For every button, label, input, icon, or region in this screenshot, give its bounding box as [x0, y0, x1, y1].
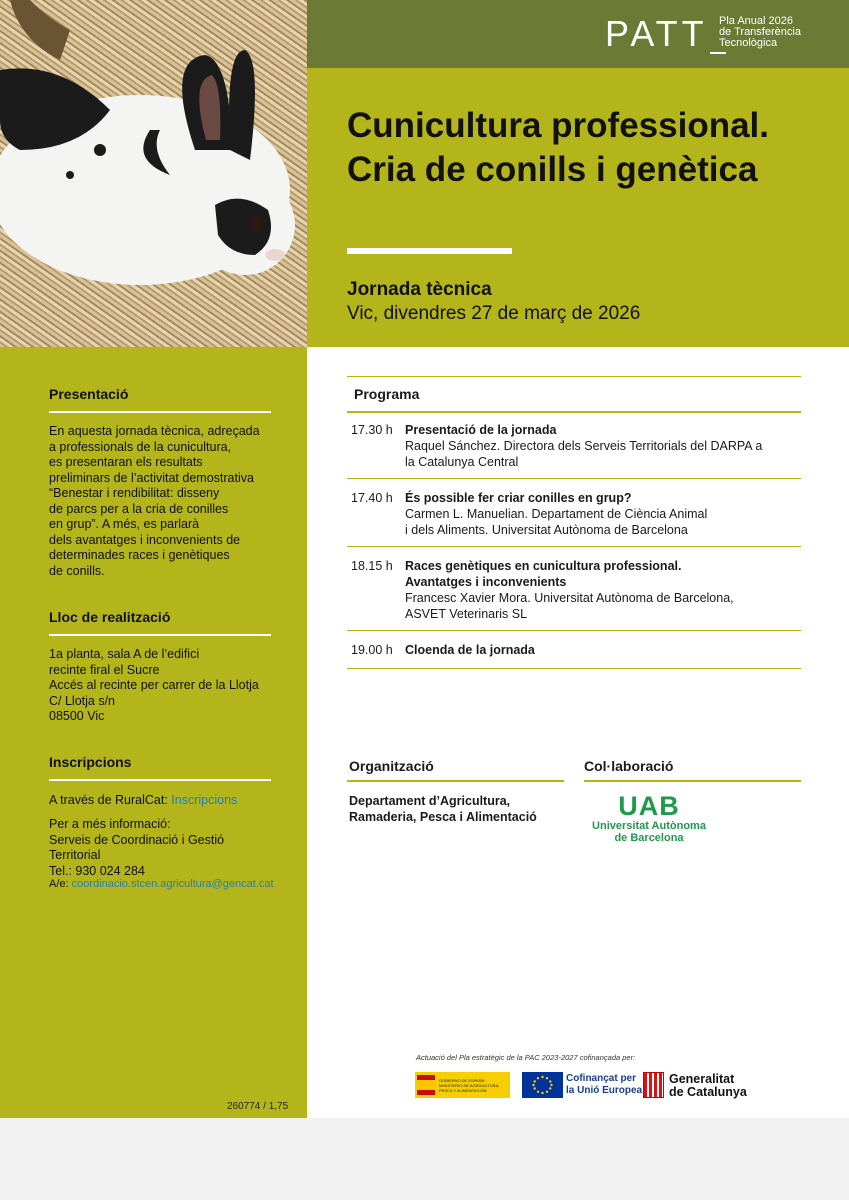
event-date: Vic, divendres 27 de març de 2026: [347, 303, 641, 324]
patt-logo: PATT: [605, 14, 726, 54]
programa-time: 17.30 h: [351, 423, 393, 437]
poster: PATT Pla Anual 2026 de Transferència Tecnològica Cunicultura professional. Cria de conills i genètica Jornada tècnica Vic, divendres 27 de març de 2026 Presentació En aquesta jornada tècnica, adreçada a professionals de la cunicultura, es presentaran els resultats preliminars de l’activitat demostrativa “Benestar i rendibilitat: disseny de parcs per a la cria de conilles en grup”. A més, es parlarà dels avantatges i inconvenients de determinades races i genètiques de conills. Lloc de realització 1a planta, sala A de l’edifici recinte firal el Sucre Accés al recinte per carrer de la Llotja C/ Llotja s/n 08500 Vic Inscripcions A través de RuralCat: Inscripcions Per a més informació: Serveis de Coordinació i Gestió Territorial Tel.: 930 024 284 A/e: coordinacio.stcen.agricultura@gencat.cat 260774 / 1,75 Programa 17.30 h Presentació de la jornada Raquel Sánchez. Directora dels Serveis Territorials del DARPA a la Catalunya Central 17.40 h És possible fer criar conilles en grup? Carmen L. Manuelian. Departament de Ciència Animal i dels Aliments. Universitat Autònoma de Barcelona 18.15 h Races genètiques en cunicultura professional. Avantatges i inconvenients Francesc Xavier Mora. Universitat Autònoma de Barcelona, ASVET Veterinaris SL 19.00 h Cloenda de la jornada Organització Departament d’Agricultura, Ramaderia, Pesca i Alimentació Col·laboració UAB Universitat Autònoma de Barcelona Actuació del Pla estratègic de la PAC 2023-2027 cofinançada per: GOBIERNO DE ESPAÑA · MINISTERIO DE AGRICULTURA, PESCA Y ALIMENTACIÓN Cofinançat per la Unió Europea Generalitat de Catalunya: [0, 0, 849, 1118]
inscripcions-line: A través de RuralCat: Inscripcions: [49, 793, 238, 807]
programa-title: Races genètiques en cunicultura professional.: [405, 559, 682, 573]
programa-divider: [347, 376, 801, 377]
programa-divider: [347, 668, 801, 669]
inscripcions-heading: Inscripcions: [49, 754, 132, 770]
eu-flag-icon: [522, 1072, 563, 1098]
email-link[interactable]: coordinacio.stcen.agricultura@gencat.cat: [71, 878, 274, 890]
programa-divider: [347, 411, 801, 413]
organitzacio-text: Departament d’Agricultura, Ramaderia, Pesca i Alimentació: [349, 794, 537, 824]
programa-heading: Programa: [354, 386, 420, 402]
presentacio-heading: Presentació: [49, 386, 129, 402]
organitzacio-heading: Organització: [349, 758, 434, 774]
title-divider: [347, 248, 512, 254]
programa-title: Presentació de la jornada: [405, 423, 557, 437]
organitzacio-divider: [347, 780, 564, 782]
sidebar-divider: [49, 779, 271, 781]
lloc-text: 1a planta, sala A de l’edifici recinte firal el Sucre Accés al recinte per carrer de la Llotja C/ Llotja s/n 08500 Vic: [49, 647, 259, 723]
funding-note: Actuació del Pla estratègic de la PAC 2023-2027 cofinançada per:: [416, 1053, 636, 1062]
programa-time: 19.00 h: [351, 643, 393, 657]
generalitat-icon: [643, 1072, 664, 1098]
info-text: Per a més informació: Serveis de Coordinació i Gestió Territorial Tel.: 930 024 284: [49, 817, 225, 878]
programa-title: És possible fer criar conilles en grup?: [405, 491, 632, 505]
rabbit-photo: [0, 0, 307, 347]
programa-title-line2: Avantatges i inconvenients: [405, 575, 567, 589]
uab-logo: UAB Universitat Autònoma de Barcelona: [592, 791, 706, 844]
document-code: 260774 / 1,75: [227, 1101, 289, 1112]
programa-divider: [347, 630, 801, 631]
generalitat-text: Generalitat de Catalunya: [669, 1072, 747, 1099]
spain-flag-icon: [417, 1075, 435, 1095]
collaboracio-divider: [584, 780, 801, 782]
programa-divider: [347, 546, 801, 547]
spain-ministry-logo: GOBIERNO DE ESPAÑA · MINISTERIO DE AGRICULTURA, PESCA Y ALIMENTACIÓN: [415, 1072, 510, 1098]
eu-text: Cofinançat per la Unió Europea: [566, 1073, 643, 1096]
event-type: Jornada tècnica: [347, 279, 492, 300]
programa-time: 17.40 h: [351, 491, 393, 505]
event-title: Cunicultura professional. Cria de conills i genètica: [347, 106, 769, 189]
lloc-heading: Lloc de realització: [49, 609, 171, 625]
patt-logo-subtitle: Pla Anual 2026 de Transferència Tecnològica: [719, 15, 801, 49]
sidebar-divider: [49, 411, 271, 413]
sidebar-divider: [49, 634, 271, 636]
collaboracio-heading: Col·laboració: [584, 758, 674, 774]
programa-time: 18.15 h: [351, 559, 393, 573]
email-line: A/e: coordinacio.stcen.agricultura@gencat.cat: [49, 878, 274, 890]
presentacio-text: En aquesta jornada tècnica, adreçada a professionals de la cunicultura, es presentaran els resultats preliminars de l’activitat demostrativa “Benestar i rendibilitat: disseny de parcs per a la cria de conilles en grup”. A més, es parlarà dels avantatges i inconvenients de determinades races i genètiques de conills.: [49, 424, 260, 578]
inscripcions-link[interactable]: Inscripcions: [171, 793, 238, 807]
programa-divider: [347, 478, 801, 479]
programa-title: Cloenda de la jornada: [405, 643, 535, 657]
